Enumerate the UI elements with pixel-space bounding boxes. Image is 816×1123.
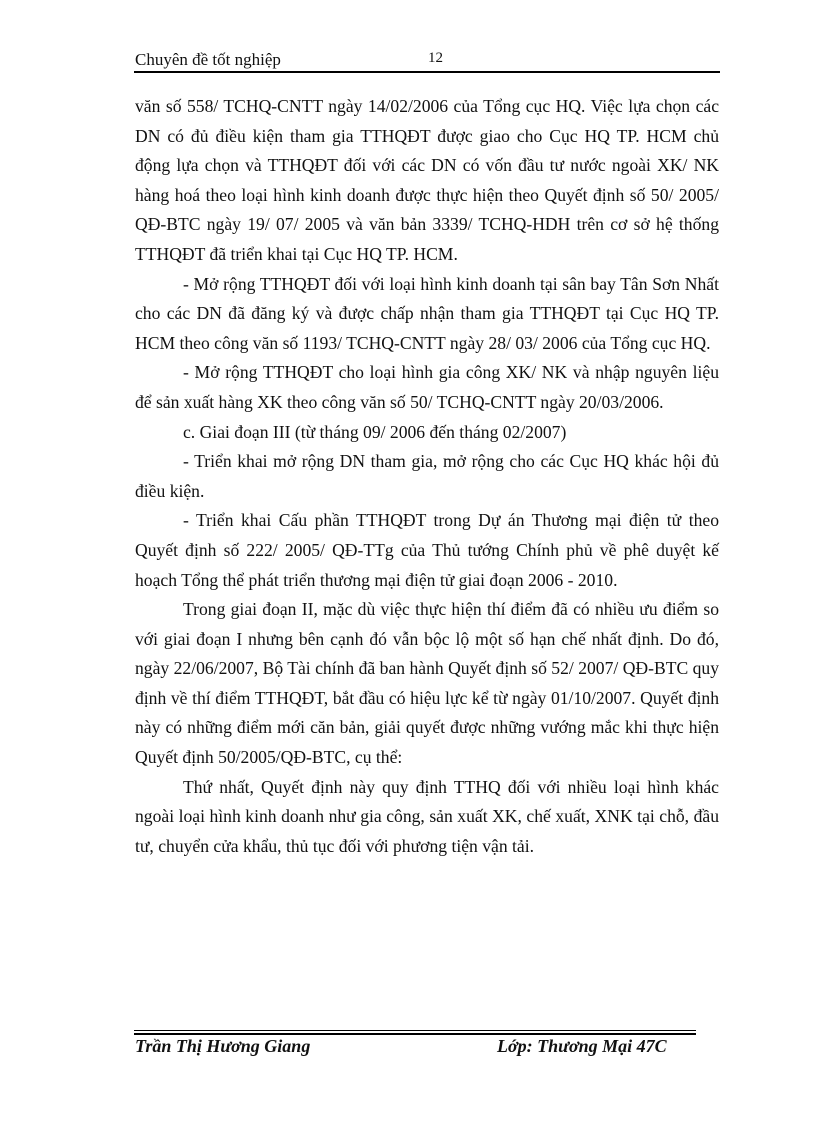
paragraph: văn số 558/ TCHQ-CNTT ngày 14/02/2006 của Tổng cục HQ. Việc lựa chọn các DN có đủ điều kiện tham gia TTHQĐT được giao cho Cục HQ TP. HCM chủ động lựa chọn và TTHQĐT đối với các DN có vốn đầu tư nước ngoài XK/ NK hàng hoá theo loại hình kinh doanh được thực hiện theo Quyết định số 50/ 2005/ QĐ-BTC ngày 19/ 07/ 2005 và văn bản 3339/ TCHQ-HDH trên cơ sở hệ thống TTHQĐT đã triển khai tại Cục HQ TP. HCM.: [135, 96, 719, 264]
paragraph: Thứ nhất, Quyết định này quy định TTHQ đối với nhiều loại hình khác ngoài loại hình kinh doanh như gia công, sản xuất XK, chế xuất, XNK tại chỗ, đầu tư, chuyển cửa khẩu, thủ tục đối với phương tiện vận tải.: [135, 776, 719, 856]
header-rule: [134, 71, 720, 73]
page-number: 12: [428, 50, 443, 66]
paragraph: - Triển khai mở rộng DN tham gia, mở rộng cho các Cục HQ khác hội đủ điều kiện.: [135, 451, 719, 501]
paragraph: Trong giai đoạn II, mặc dù việc thực hiện thí điểm đã có nhiều ưu điểm so với giai đoạn I nhưng bên cạnh đó vẫn bộc lộ một số hạn chế nhất định. Do đó, ngày 22/06/2007, Bộ Tài chính đã ban hành Quyết định số 52/ 2007/ QĐ-BTC quy định về thí điểm TTHQĐT, bắt đầu có hiệu lực kể từ ngày 01/10/2007. Quyết định này có những điểm mới căn bản, giải quyết được những vướng mắc khi thực hiện Quyết định 50/2005/QĐ-BTC, cụ thể:: [135, 599, 719, 768]
running-header-title: Chuyên đề tốt nghiệp: [135, 50, 281, 69]
footer-rule: [134, 1033, 696, 1035]
footer-author: Trần Thị Hương Giang: [135, 1036, 311, 1056]
body-text: [135, 92, 719, 861]
paragraph: - Mở rộng TTHQĐT cho loại hình gia công XK/ NK và nhập nguyên liệu để sản xuất hàng XK theo công văn số 50/ TCHQ-CNTT ngày 20/03/2006.: [135, 362, 719, 412]
paragraph: c. Giai đoạn III (từ tháng 09/ 2006 đến tháng 02/2007): [183, 421, 567, 442]
footer-rule: [134, 1030, 696, 1031]
paragraph: - Triển khai Cấu phần TTHQĐT trong Dự án Thương mại điện tử theo Quyết định số 222/ 2005/ QĐ-TTg của Thủ tướng Chính phủ về phê duyệt kế hoạch Tổng thể phát triển thương mại điện tử giai đoạn 2006 - 2010.: [135, 510, 719, 590]
paragraph: - Mở rộng TTHQĐT đối với loại hình kinh doanh tại sân bay Tân Sơn Nhất cho các DN đã đăng ký và được chấp nhận tham gia TTHQĐT tại Cục HQ TP. HCM theo công văn số 1193/ TCHQ-CNTT ngày 28/ 03/ 2006 của Tổng cục HQ.: [135, 273, 719, 353]
footer-class: Lớp: Thương Mại 47C: [497, 1036, 667, 1056]
